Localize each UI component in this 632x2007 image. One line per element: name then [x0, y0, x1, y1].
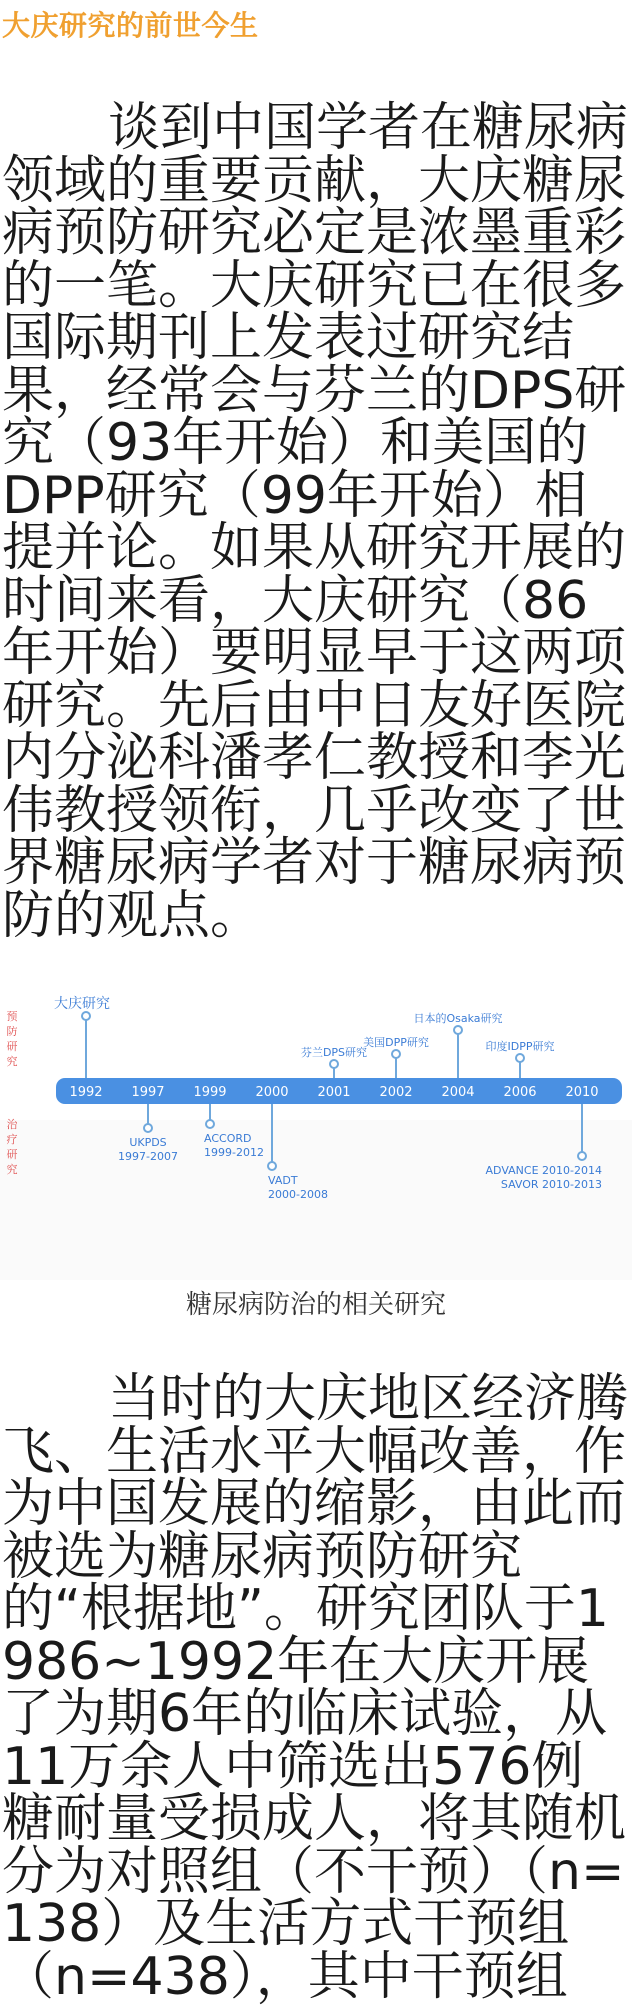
side-label-prevention-char: 防: [6, 1025, 18, 1038]
study-label-prevention: 日本的Osaka研究: [413, 1012, 503, 1025]
timeline-marker: [82, 1012, 90, 1020]
article-title: 大庆研究的前世今生: [2, 9, 259, 42]
timeline-marker: [578, 1152, 586, 1160]
timeline-diagram: [0, 970, 632, 1280]
article-paragraph: 谈到中国学者在糖尿病领域的重要贡献，大庆糖尿病预防研究必定是浓墨重彩的一笔。大庆研究已在很多国际期刊上发表过研究结果，经常会与芬兰的DPS研究（93年开始）和美国的DPP研究（99年开始）相提并论。如果从研究开展的时间来看，大庆研究（86年开始）要明显早于这两项研究。先后由中日友好医院内分泌科潘孝仁教授和李光伟教授领衔，几乎改变了世界糖尿病学者对于糖尿病预防的观点。: [2, 98, 629, 946]
study-label-treatment: SAVOR 2010-2013: [500, 1178, 602, 1191]
timeline-marker: [206, 1120, 214, 1128]
study-label-treatment: 1999-2012: [204, 1146, 264, 1159]
timeline-marker: [144, 1124, 152, 1132]
side-label-prevention-char: 预: [6, 1010, 18, 1023]
year-label: 2010: [565, 1085, 599, 1100]
study-label-treatment: ADVANCE 2010-2014: [485, 1164, 602, 1177]
timeline-figure: [0, 970, 632, 1280]
timeline-marker: [454, 1026, 462, 1034]
timeline-marker: [392, 1050, 400, 1058]
timeline-marker: [268, 1162, 276, 1170]
study-label-treatment: 1997-2007: [118, 1150, 178, 1163]
side-label-treatment-char: 究: [6, 1163, 18, 1176]
study-label-treatment: VADT: [268, 1174, 298, 1187]
year-label: 2006: [503, 1085, 537, 1100]
year-label: 2004: [441, 1085, 475, 1100]
side-label-prevention-char: 研: [6, 1040, 18, 1053]
study-label-prevention: 美国DPP研究: [363, 1036, 429, 1049]
study-label-treatment: UKPDS: [129, 1136, 167, 1149]
study-label-prevention: 大庆研究: [54, 996, 110, 1012]
year-label: 1997: [131, 1085, 165, 1100]
side-label-treatment-char: 研: [6, 1148, 18, 1161]
side-label-treatment-char: 疗: [6, 1133, 18, 1146]
side-label-treatment-char: 治: [6, 1118, 18, 1131]
figure-caption: 糖尿病防治的相关研究: [185, 1290, 446, 1320]
year-label: 1999: [193, 1085, 227, 1100]
study-label-treatment: ACCORD: [204, 1132, 252, 1145]
study-label-prevention: 芬兰DPS研究: [300, 1046, 368, 1059]
year-label: 1992: [69, 1085, 103, 1100]
study-label-treatment: 2000-2008: [268, 1188, 328, 1201]
article-paragraph: 当时的大庆地区经济腾飞、生活水平大幅改善，作为中国发展的缩影，由此而被选为糖尿病预防研究的“根据地”。研究团队于1986~1992年在大庆开展了为期6年的临床试验，从11万余人中筛选出576例糖耐量受损成人，将其随机分为对照组（不干预）（n=138）及生活方式干预组（n=438），其中干预组: [2, 1369, 629, 2007]
timeline-marker: [516, 1054, 524, 1062]
year-label: 2000: [255, 1085, 289, 1100]
side-label-prevention-char: 究: [6, 1055, 18, 1068]
study-label-prevention: 印度IDPP研究: [485, 1040, 555, 1053]
year-label: 2001: [317, 1085, 351, 1100]
year-label: 2002: [379, 1085, 413, 1100]
timeline-marker: [330, 1060, 338, 1068]
